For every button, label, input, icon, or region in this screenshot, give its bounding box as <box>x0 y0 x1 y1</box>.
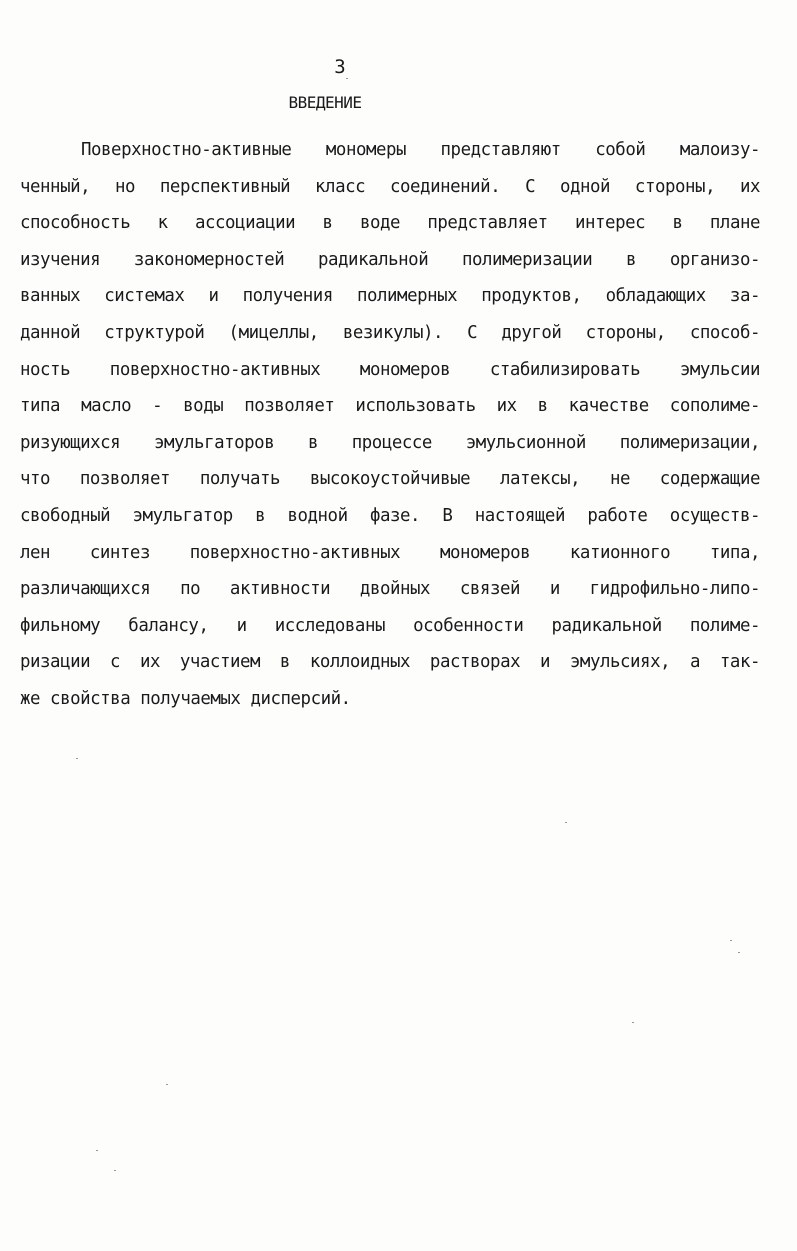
paragraph-line: же свойства получаемых дисперсий. <box>20 688 351 709</box>
page-number: 3 <box>334 56 346 78</box>
paragraph-line: ченный, но перспективный класс соединений. С одной стороны, их <box>20 176 760 197</box>
paragraph-line: различающихся по активности двойных связей и гидрофильно-липо- <box>20 579 760 600</box>
paragraph-line: данной структурой (мицеллы, везикулы). С другой стороны, способ- <box>20 322 760 343</box>
paragraph-line: способность к ассоциации в воде представляет интерес в плане <box>20 213 760 234</box>
scan-speck <box>738 952 740 953</box>
paragraph-line: Поверхностно-активные мономеры представляют собой малоизу- <box>81 140 760 160</box>
scan-speck <box>346 78 348 79</box>
scan-speck <box>166 1084 168 1085</box>
scan-speck <box>96 1150 98 1151</box>
scan-speck <box>76 758 78 759</box>
scan-speck <box>114 1170 116 1171</box>
paragraph-line: ризующихся эмульгаторов в процессе эмульсионной полимеризации, <box>20 432 760 453</box>
paragraph-line: ризации с их участием в коллоидных растворах и эмульсиях, а так- <box>20 652 760 673</box>
paragraph-line: ванных системах и получения полимерных продуктов, обладающих за- <box>20 286 760 307</box>
scan-speck <box>730 940 732 941</box>
body-paragraph <box>20 138 760 724</box>
section-heading: ВВЕДЕНИЕ <box>288 93 362 112</box>
paragraph-line: лен синтез поверхностно-активных мономеров катионного типа, <box>20 542 760 563</box>
scan-speck <box>565 822 567 823</box>
paragraph-line: фильному балансу, и исследованы особенности радикальной полиме- <box>20 615 760 636</box>
paragraph-line: что позволяет получать высокоустойчивые латексы, не содержащие <box>20 469 760 490</box>
scan-speck <box>632 1022 634 1023</box>
paragraph-line: свободный эмульгатор в водной фазе. В настоящей работе осуществ- <box>20 505 760 526</box>
paragraph-line: типа масло - воды позволяет использовать их в качестве сополиме- <box>20 396 760 417</box>
paragraph-line: изучения закономерностей радикальной полимеризации в организо- <box>20 249 760 270</box>
paragraph-line: ность поверхностно-активных мономеров стабилизировать эмульсии <box>20 359 760 380</box>
